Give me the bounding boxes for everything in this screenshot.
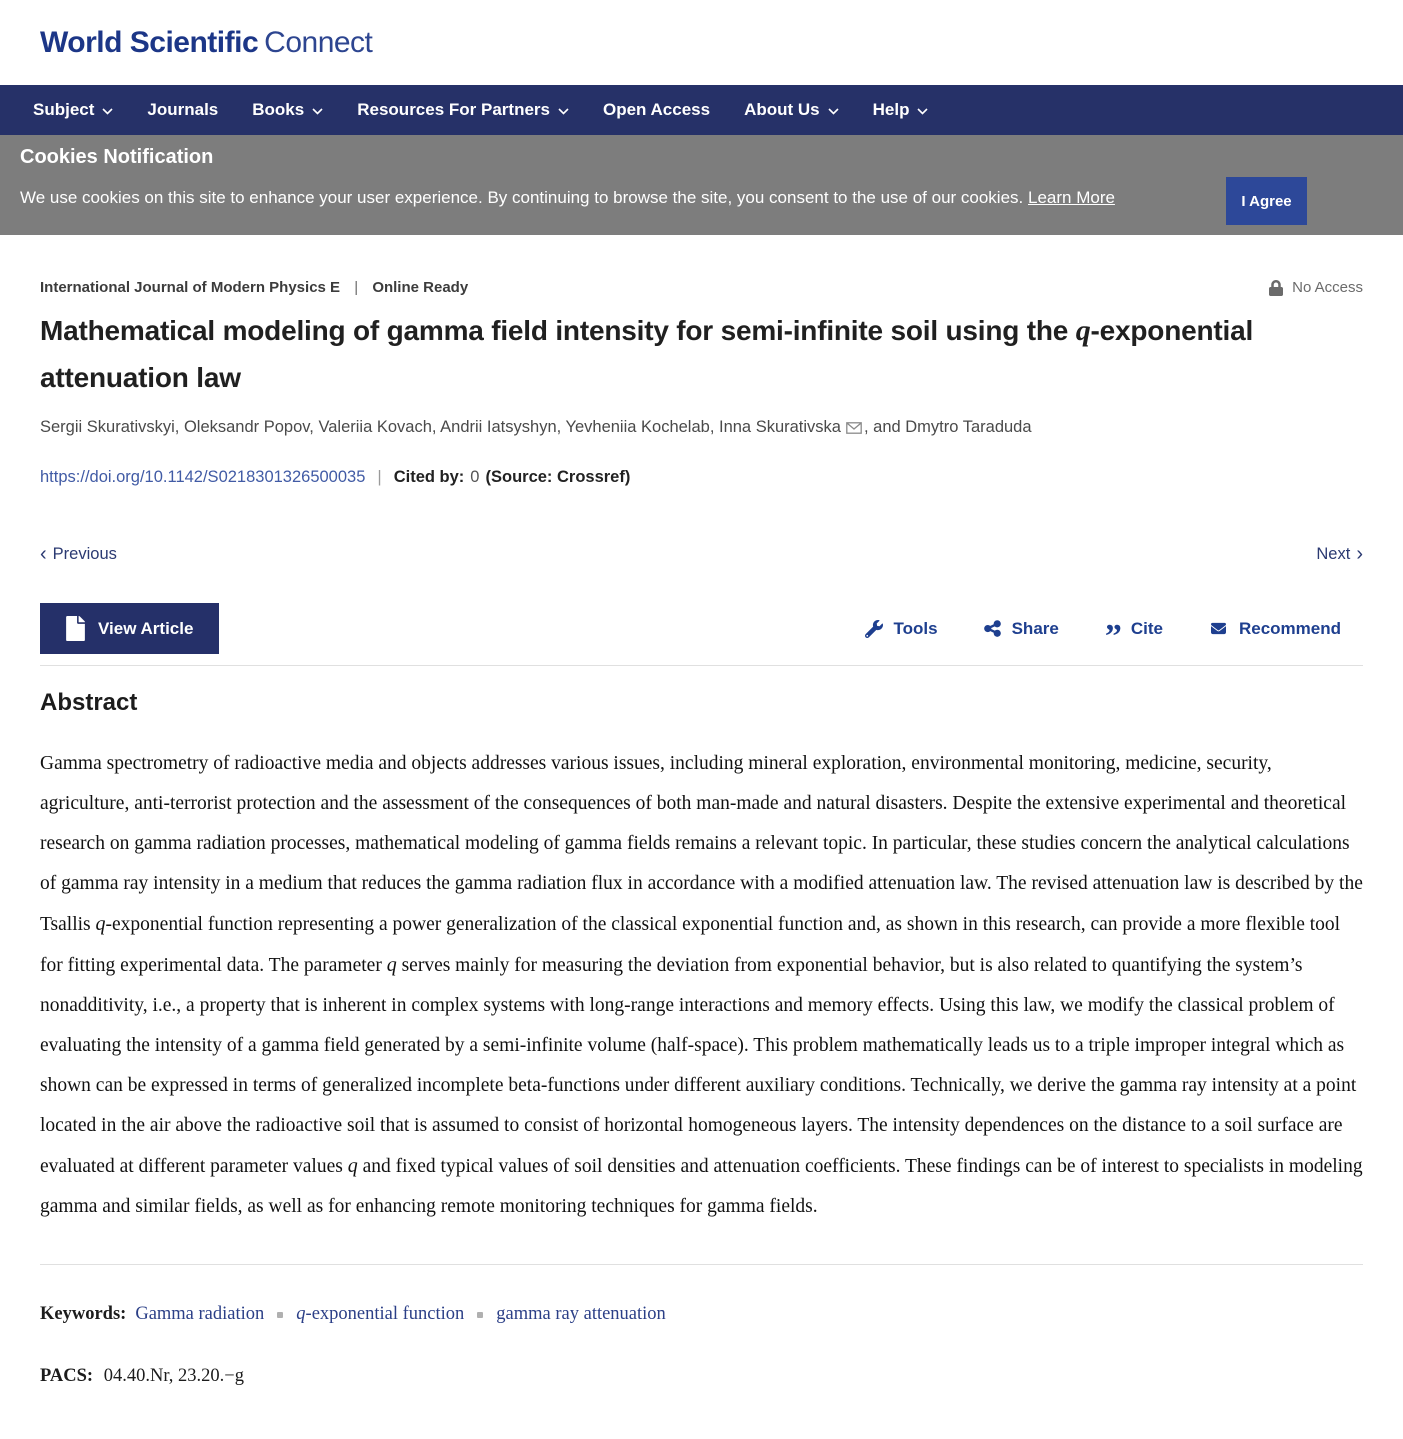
nav-item-label: About Us [744,100,820,119]
i-agree-button[interactable]: I Agree [1226,177,1307,225]
cookie-message-text: We use cookies on this site to enhance your user experience. By continuing to browse the site, you consent to the use of our cookies. [20,188,1024,207]
cited-by-source: (Source: Crossref) [485,468,631,486]
bullet-separator-icon [277,1312,283,1318]
lock-icon [1269,280,1283,296]
bullet-separator-icon [477,1312,483,1318]
nav-item-resources-for-partners[interactable] [357,100,569,120]
article-pager [40,544,1363,564]
recommend-label: Recommend [1238,618,1341,638]
cite-button[interactable]: ” Cite [1104,617,1163,655]
logo-bold-text: World Scientific [40,25,259,59]
pacs-label: PACS: [40,1366,94,1386]
nav-item-label: Open Access [602,100,711,119]
nav-item-subject[interactable] [33,100,113,120]
keywords-row [40,1304,1363,1325]
main-nav [0,85,1403,135]
keyword-link[interactable]: gamma ray attenuation [496,1304,666,1324]
authors-text: Sergii Skurativskyi, Oleksandr Popov, Valeriia Kovach, Andrii Iatsyshyn, Yevheniia Kochelab, Inna Skurativska [40,418,841,436]
view-article-button[interactable] [40,603,219,654]
pacs-row [40,1366,1363,1387]
site-logo[interactable] [40,26,372,60]
keyword-link[interactable]: Gamma radiation [135,1304,265,1324]
cookie-banner-title: Cookies Notification [20,146,214,168]
previous-article-link[interactable] [40,544,117,564]
pacs-value: 04.40.Nr, 23.20.−g [103,1366,244,1386]
cookie-banner-message [20,188,1200,208]
cited-by-label: Cited by: [393,468,465,486]
nav-item-books[interactable] [252,100,323,120]
breadcrumb [40,279,468,296]
nav-item-about-us[interactable] [744,100,839,120]
chevron-down-icon [828,108,839,115]
access-label: No Access [1292,279,1363,296]
tools-button[interactable] [865,619,938,639]
cookie-banner [0,135,1403,235]
authors-line [40,418,1363,437]
learn-more-link[interactable]: Learn More [1028,188,1115,207]
chevron-down-icon [917,108,928,115]
keywords-label: Keywords: [40,1304,127,1324]
share-icon [984,619,1001,638]
nav-item-open-access[interactable] [603,100,710,120]
doi-link[interactable]: https://doi.org/10.1142/S0218301326500035 [40,468,366,486]
doi-row [40,468,1363,487]
breadcrumb-separator: | [354,279,359,296]
nav-item-label: Help [872,100,910,119]
document-icon [66,616,85,641]
share-label: Share [1011,618,1059,638]
chevron-down-icon [558,108,569,115]
view-article-label: View Article [98,618,194,638]
wrench-icon [865,620,883,638]
divider [40,1264,1363,1265]
cite-label: Cite [1130,618,1163,638]
abstract-heading: Abstract [40,689,138,716]
email-author-icon[interactable] [846,422,862,434]
site-header [0,0,1403,85]
nav-item-label: Books [252,100,305,119]
recommend-button[interactable] [1209,619,1341,639]
next-article-link[interactable] [1316,544,1363,564]
nav-item-label: Subject [33,100,95,119]
authors-text-tail: , and Dmytro Taraduda [863,418,1032,436]
cited-by-count: 0 [470,468,480,486]
divider [40,665,1363,666]
logo-light-text: Connect [264,25,373,59]
article-meta-row [40,279,1363,296]
article-title: Mathematical modeling of gamma field intensity for semi-infinite soil using the q-exponential attenuation law [40,314,1254,393]
previous-label: Previous [52,544,117,563]
access-badge [1269,279,1363,296]
next-label: Next [1316,544,1351,563]
actions-row [40,603,1363,654]
article-page [0,279,1403,1411]
tools-label: Tools [893,618,938,638]
chevron-down-icon [102,108,113,115]
keyword-link[interactable]: q-exponential function [296,1304,465,1324]
nav-item-label: Journals [147,100,219,119]
nav-item-help[interactable] [873,100,929,120]
tool-links [865,617,1341,655]
chevron-left-icon: ‹ [40,543,47,565]
abstract-text: Gamma spectrometry of radioactive media and objects addresses various issues, including mineral exploration, environmental monitoring, medicine, security, agriculture, anti-terrorist protection and the assessment of the consequences of both man-made and natural disasters. Despite the extensive experimental and theoretical research on gamma radiation processes, mathematical modeling of gamma fields remains a relevant topic. In particular, these studies concern the analytical calculations of gamma ray intensity in a medium that reduces the gamma radiation flux in accordance with a modified attenuation law. The revised attenuation law is described by the Tsallis q-exponential function representing a power generalization of the classical exponential function and, as shown in this research, can provide a more flexible tool for fitting experimental data. The parameter q serves mainly for measuring the deviation from exponential behavior, but is also related to quantifying the system’s nonadditivity, i.e., a property that is inherent in complex systems with long-range interactions and memory effects. Using this law, we modify the classical problem of evaluating the intensity of a gamma field generated by a semi-infinite volume (half-space). This problem mathematically leads us to a triple improper integral which as shown can be expressed in terms of generalized incomplete beta-functions under different auxiliary conditions. Technically, we derive the gamma ray intensity at a point located in the air above the radioactive soil that is assumed to consist of horizontal homogeneous layers. The intensity dependences on the distance to a soil surface are evaluated at different parameter values q and fixed typical values of soil densities and attenuation coefficients. These findings can be of interest to specialists in modeling gamma and similar fields, as well as for enhancing remote monitoring techniques for gamma fields. [40,753,1363,1217]
share-button[interactable] [984,619,1059,639]
publication-status: Online Ready [372,279,469,296]
chevron-down-icon [312,108,323,115]
nav-item-journals[interactable] [147,100,218,120]
journal-name-link[interactable]: International Journal of Modern Physics E [40,279,341,296]
doi-separator: | [377,468,382,486]
chevron-right-icon: › [1356,543,1363,565]
nav-item-label: Resources For Partners [357,100,550,119]
envelope-icon [1209,621,1228,636]
